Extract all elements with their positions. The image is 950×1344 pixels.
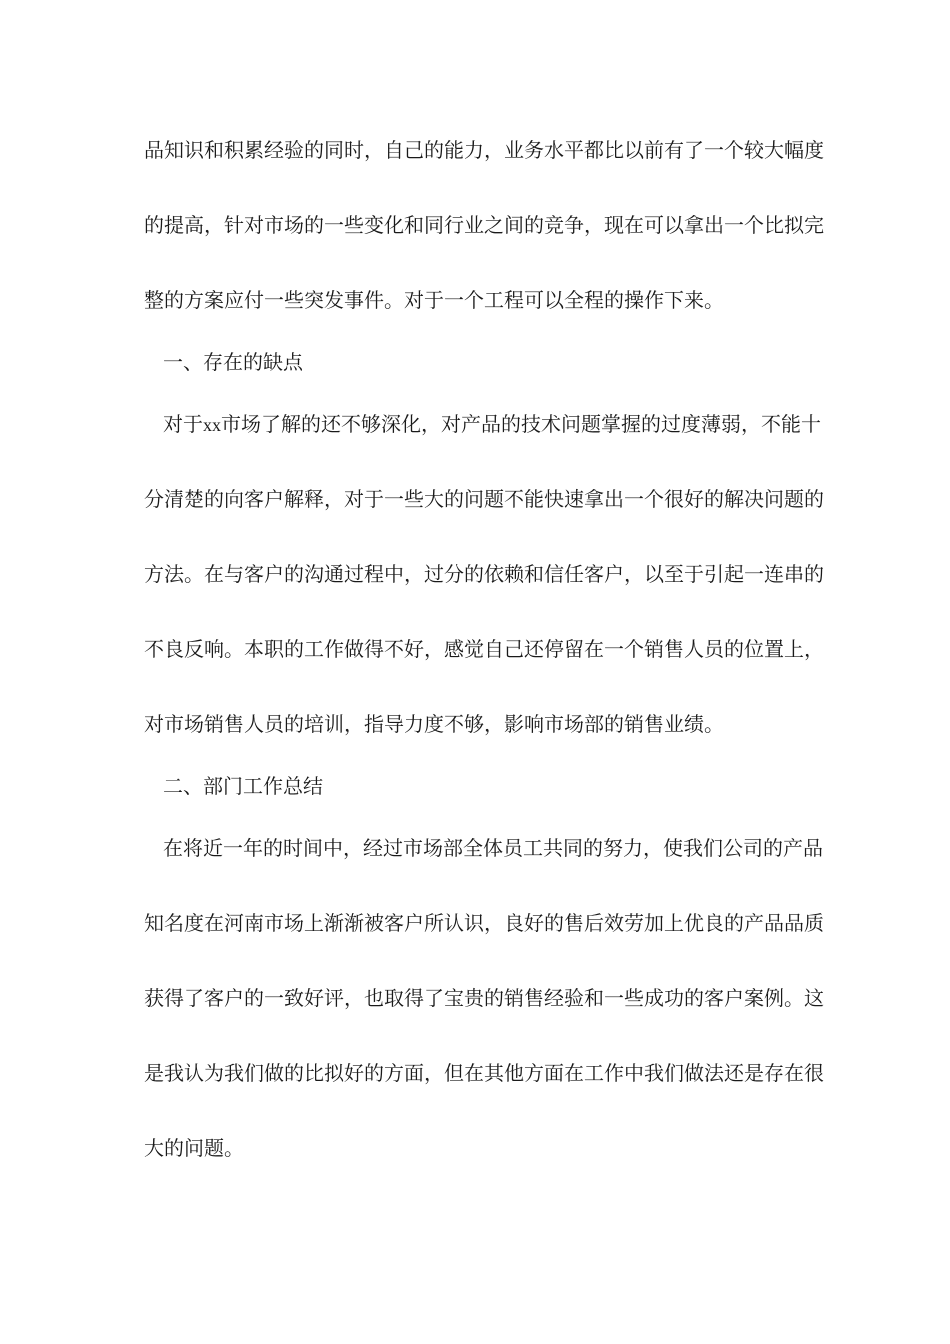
paragraph-line: 方法。在与客户的沟通过程中，过分的依赖和信任客户，以至于引起一连串的	[144, 562, 824, 586]
text-run: 市场了解的还不够深化，对产品的技术问题掌握的过度薄弱，不能十	[221, 412, 821, 436]
paragraph-line: 品知识和积累经验的同时，自己的能力，业务水平都比以前有了一个较大幅度	[144, 138, 824, 162]
paragraph-line: 整的方案应付一些突发事件。对于一个工程可以全程的操作下来。	[144, 288, 724, 312]
paragraph-line: 的提高，针对市场的一些变化和同行业之间的竞争，现在可以拿出一个比拟完	[144, 213, 824, 237]
paragraph-line: 大的问题。	[144, 1136, 244, 1160]
paragraph-line: 获得了客户的一致好评，也取得了宝贵的销售经验和一些成功的客户案例。这	[144, 986, 824, 1010]
paragraph-line: 对市场销售人员的培训，指导力度不够，影响市场部的销售业绩。	[144, 712, 724, 736]
paragraph-line: 不良反响。本职的工作做得不好，感觉自己还停留在一个销售人员的位置上，	[144, 637, 824, 661]
paragraph-line: 在将近一年的时间中，经过市场部全体员工共同的努力，使我们公司的产品	[163, 836, 823, 860]
text-run: 对于	[163, 412, 203, 436]
paragraph-line: 知名度在河南市场上渐渐被客户所认识，良好的售后效劳加上优良的产品品质	[144, 911, 824, 935]
paragraph-line	[163, 410, 843, 439]
text-run-latin: xx	[203, 415, 221, 435]
paragraph-line: 分清楚的向客户解释，对于一些大的问题不能快速拿出一个很好的解决问题的	[144, 487, 824, 511]
section-heading-department-summary: 二、部门工作总结	[163, 774, 323, 798]
section-heading-shortcomings: 一、存在的缺点	[163, 350, 303, 374]
paragraph-line: 是我认为我们做的比拟好的方面，但在其他方面在工作中我们做法还是存在很	[144, 1061, 824, 1085]
